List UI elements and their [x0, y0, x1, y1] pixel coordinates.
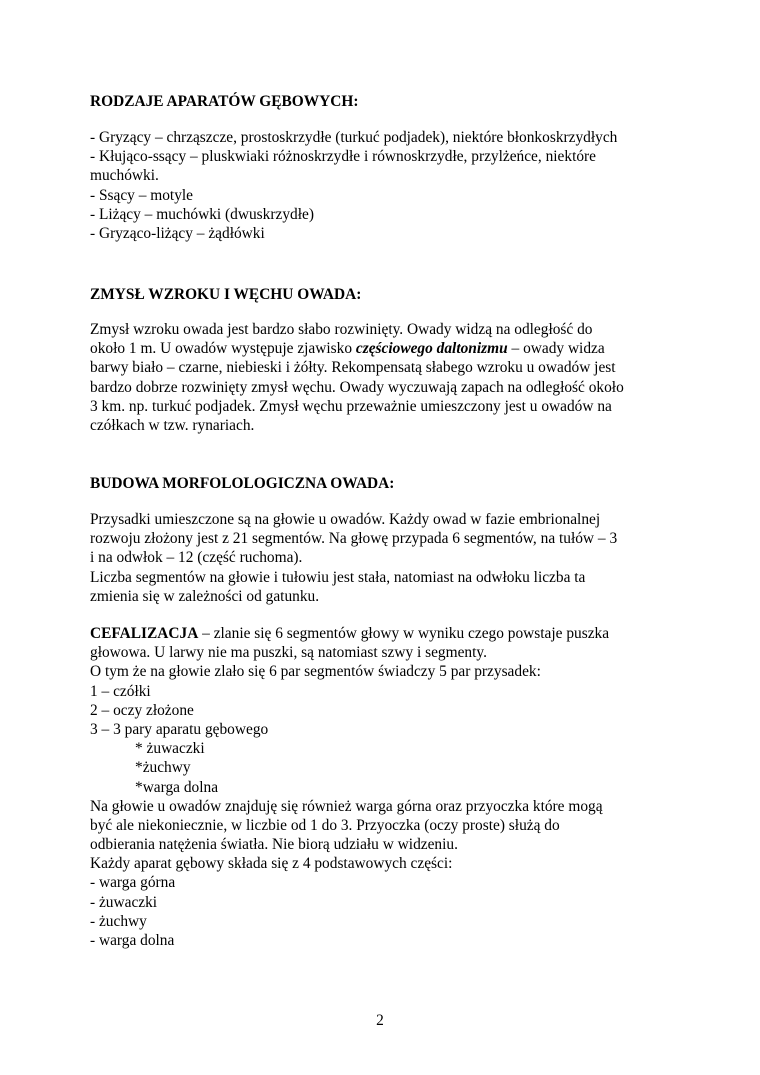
text-line: 2 – oczy złożone — [90, 701, 194, 719]
senses-paragraph — [90, 320, 690, 435]
section-heading-mouthparts: RODZAJE APARATÓW GĘBOWYCH: — [90, 93, 359, 110]
text-line: być ale niekoniecznie, w liczbie od 1 do 3. Przyoczka (oczy proste) służą do — [90, 816, 560, 834]
text-line: 1 – czółki — [90, 682, 151, 700]
section-heading-morphology: BUDOWA MORFOLOLOGICZNA OWADA: — [90, 475, 395, 492]
text-line: głowowa. U larwy nie ma puszki, są natomiast szwy i segmenty. — [90, 644, 487, 662]
text-line: Każdy aparat gębowy składa się z 4 podstawowych części: — [90, 855, 453, 873]
list-item: - Kłująco-ssący – pluskwiaki różnoskrzydłe i równoskrzydłe, przylżeńce, niektóre — [90, 148, 597, 166]
text-line: Zmysł wzroku owada jest bardzo słabo rozwinięty. Owady widzą na odległość do — [90, 321, 593, 338]
cephalization-term: CEFALIZACJA — [90, 625, 199, 642]
list-item: - Liżący – muchówki (dwuskrzydłe) — [90, 205, 314, 223]
list-item: - warga górna — [90, 874, 176, 892]
text-line: odbierania natężenia światła. Nie biorą udziału w widzeniu. — [90, 836, 458, 854]
list-item: - warga dolna — [90, 932, 175, 949]
text-fragment: – owady widza — [507, 340, 605, 358]
sublist-item: *żuchwy — [135, 759, 191, 777]
text-fragment: około 1 m. U owadów występuje zjawisko — [90, 340, 356, 358]
page-number: 2 — [376, 1012, 384, 1029]
list-item: - Gryząco-liżący – żądłówki — [90, 224, 265, 242]
text-line — [90, 339, 690, 358]
list-item: - Gryzący – chrząszcze, prostoskrzydłe (turkuć podjadek), niektóre błonkoskrzydłych — [90, 129, 618, 146]
text-line — [90, 624, 690, 643]
emphasis-term: częściowego daltonizmu — [355, 340, 508, 358]
list-item: - żuchwy — [90, 912, 147, 930]
text-line: 3 – 3 pary aparatu gębowego — [90, 720, 269, 738]
text-line: bardzo dobrze rozwinięty zmysł węchu. Owady wyczuwają zapach na odległość około — [90, 378, 624, 396]
cephalization-paragraph — [90, 624, 690, 950]
sublist-item: * żuwaczki — [135, 740, 205, 758]
text-line: zmienia się w zależności od gatunku. — [90, 587, 320, 605]
text-line: rozwoju złożony jest z 21 segmentów. Na głowę przypada 6 segmentów, na tułów – 3 — [90, 530, 618, 548]
text-line: Przysadki umieszczone są na głowie u owadów. Każdy owad w fazie embrionalnej — [90, 511, 601, 528]
mouthparts-list — [90, 128, 690, 243]
text-line: 3 km. np. turkuć podjadek. Zmysł węchu przeważnie umieszczony jest u owadów na — [90, 397, 612, 415]
text-line: Na głowie u owadów znajduję się również warga górna oraz przyoczka które mogą — [90, 797, 603, 815]
text-line: Liczba segmentów na głowie i tułowiu jest stała, natomiast na odwłoku liczba ta — [90, 568, 586, 586]
text-line: czółkach w tzw. rynariach. — [90, 416, 255, 434]
text-fragment: – zlanie się 6 segmentów głowy w wyniku czego powstaje puszka — [198, 625, 610, 642]
list-item: - żuwaczki — [90, 893, 158, 911]
list-item: - Ssący – motyle — [90, 186, 194, 204]
text-line: barwy biało – czarne, niebieski i żółty. Rekompensatą słabego wzroku u owadów jest — [90, 359, 616, 377]
text-line: O tym że na głowie zlało się 6 par segmentów świadczy 5 par przysadek: — [90, 663, 541, 681]
text-line: i na odwłok – 12 (część ruchoma). — [90, 549, 303, 567]
morphology-paragraph — [90, 510, 690, 606]
section-heading-senses: ZMYSŁ WZROKU I WĘCHU OWADA: — [90, 286, 362, 303]
sublist-item: *warga dolna — [135, 778, 219, 796]
list-item: muchówki. — [90, 167, 159, 185]
